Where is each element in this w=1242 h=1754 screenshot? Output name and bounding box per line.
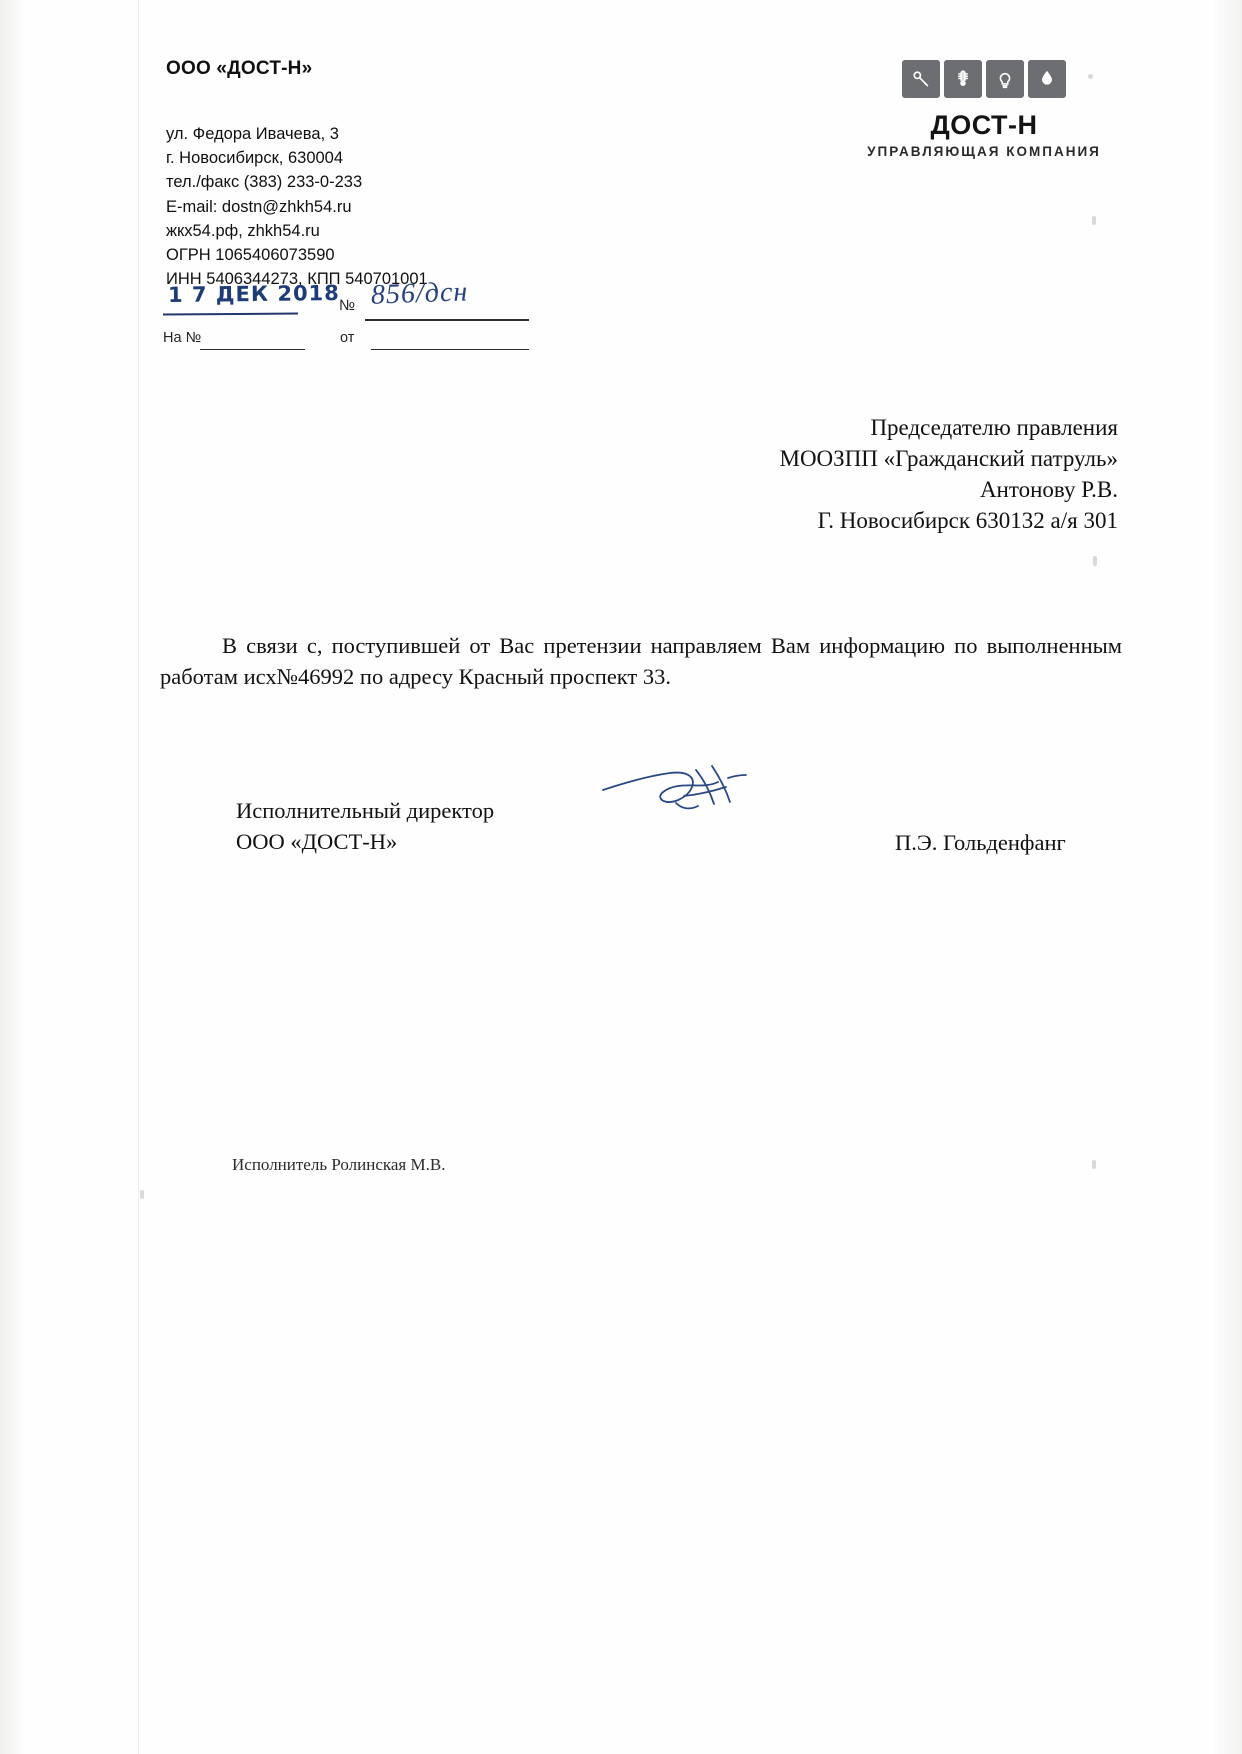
- reference-na-no-label: На №: [163, 330, 202, 346]
- company-requisites: [166, 122, 428, 291]
- handwritten-signature: [600, 762, 800, 832]
- signer-position-line-1: Исполнительный директор: [236, 798, 495, 823]
- requisite-email: E-mail: dostn@zhkh54.ru: [166, 197, 352, 216]
- reference-na-no-line: [200, 349, 305, 350]
- requisite-address-street: ул. Федора Ивачева, 3: [166, 125, 339, 143]
- requisite-city: г. Новосибирск, 630004: [166, 149, 344, 168]
- addressee-line-4: Г. Новосибирск 630132 а/я 301: [817, 508, 1118, 533]
- date-underline: [163, 313, 298, 316]
- scan-speck: [1092, 216, 1096, 225]
- requisite-inn-kpp: ИНН 5406344273, КПП 540701001: [166, 270, 428, 289]
- letter-body: В связи с, поступившей от Вас претензии направляем Вам информацию по выполненным работам исх№46992 по адресу Красный проспект 33.: [160, 633, 1122, 689]
- requisite-website: жкх54.рф, zhkh54.ru: [166, 221, 320, 240]
- addressee-line-2: МООЗПП «Гражданский патруль»: [779, 446, 1118, 471]
- addressee-line-3: Антонову Р.В.: [979, 477, 1118, 502]
- signer-position-line-2: ООО «ДОСТ-Н»: [236, 829, 398, 854]
- addressee-block: [780, 412, 1119, 536]
- company-name: ООО «ДОСТ-Н»: [166, 58, 313, 79]
- date-stamp: 1 7 ДЕК 2018: [167, 280, 340, 308]
- scan-edge-right: [1212, 0, 1242, 1754]
- logo-title: ДОСТ-Н: [930, 110, 1038, 140]
- logo-subtitle: УПРАВЛЯЮЩАЯ КОМПАНИЯ: [867, 144, 1101, 159]
- number-underline: [365, 319, 529, 321]
- scan-edge-left: [0, 0, 26, 1754]
- signer-position: [236, 795, 494, 857]
- scan-fold-line: [138, 0, 139, 1754]
- addressee-line-1: Председателю правления: [870, 415, 1118, 440]
- number-label: №: [339, 297, 356, 314]
- outgoing-number-handwritten: 856/дсн: [370, 276, 469, 311]
- requisite-phone: тел./факс (383) 233-0-233: [166, 173, 363, 192]
- company-logo: [854, 60, 1114, 159]
- reference-ot-line: [371, 349, 529, 350]
- thermometer-icon: [944, 60, 982, 98]
- logo-icon-row: [854, 60, 1114, 98]
- reference-ot-label: от: [340, 330, 355, 346]
- scan-speck: [140, 1190, 144, 1199]
- executor-line: Исполнитель Ролинская М.В.: [232, 1155, 446, 1174]
- requisite-ogrn: ОГРН 1065406073590: [166, 246, 335, 265]
- scan-speck: [1093, 556, 1097, 566]
- water-drop-icon: [1028, 60, 1066, 98]
- signer-name: П.Э. Гольденфанг: [895, 830, 1066, 855]
- scan-speck: [1092, 1160, 1096, 1169]
- wrench-icon: [902, 60, 940, 98]
- lightbulb-icon: [986, 60, 1024, 98]
